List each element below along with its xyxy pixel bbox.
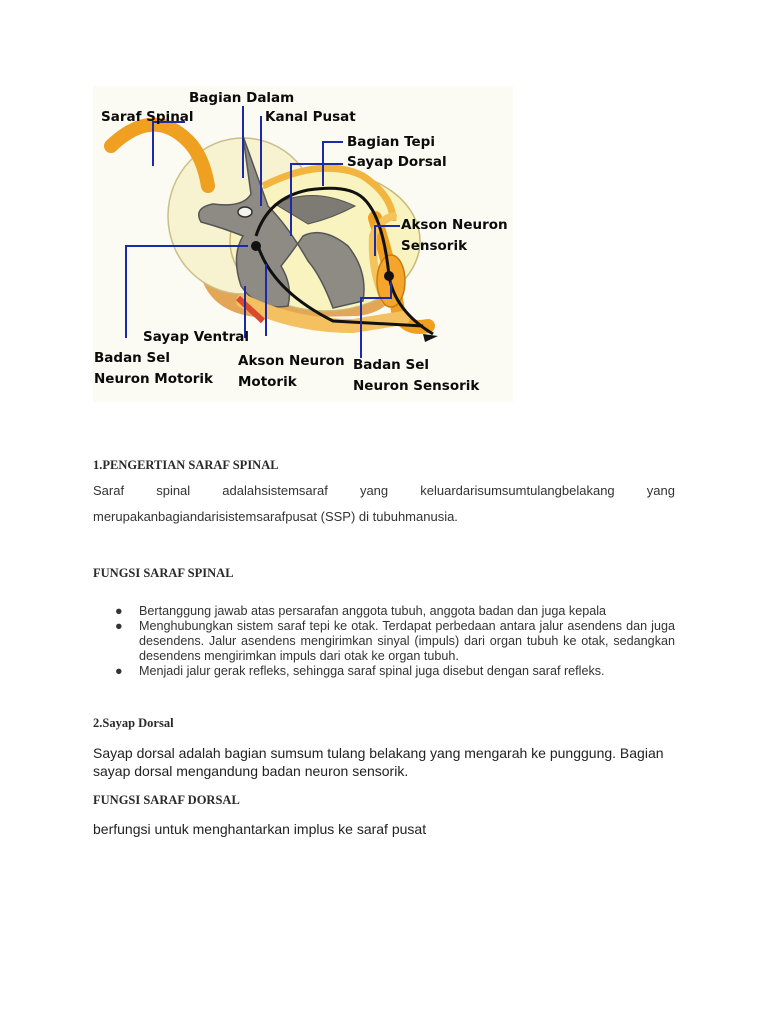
pengertian-paragraph bbox=[93, 478, 675, 530]
svg-text:Sensorik bbox=[401, 238, 468, 254]
bullet-icon: ● bbox=[115, 664, 123, 678]
svg-text:Badan Sel bbox=[353, 357, 429, 373]
svg-text:Bagian Dalam bbox=[189, 90, 294, 106]
svg-text:Kanal Pusat bbox=[265, 109, 356, 125]
fungsi-spinal-list bbox=[93, 604, 675, 679]
svg-text:Sayap Dorsal bbox=[347, 154, 447, 170]
label-akson-sensorik-2: Sensorik bbox=[401, 238, 468, 254]
svg-text:Akson Neuron bbox=[238, 353, 345, 369]
list-item bbox=[93, 664, 675, 679]
bullet-icon: ● bbox=[115, 604, 123, 618]
label-kanal-pusat: Kanal Pusat bbox=[265, 109, 356, 125]
label-bagian-dalam: Bagian Dalam bbox=[189, 90, 295, 106]
label-badan-motorik-1: Badan Sel bbox=[94, 350, 170, 366]
label-akson-sensorik-1: Akson Neuron bbox=[401, 217, 508, 233]
svg-text:Bagian Tepi bbox=[347, 134, 435, 150]
label-akson-motorik-2: Motorik bbox=[238, 374, 297, 390]
bullet-icon: ● bbox=[115, 619, 123, 633]
label-badan-sensorik-1: Badan Sel bbox=[353, 357, 429, 373]
list-item-text: Bertanggung jawab atas persarafan anggota tubuh, anggota badan dan juga kepala bbox=[139, 604, 607, 618]
section-heading-sayap-dorsal: 2.Sayap Dorsal bbox=[93, 716, 174, 730]
svg-text:Akson Neuron bbox=[401, 217, 508, 233]
svg-text:Neuron Sensorik bbox=[353, 378, 480, 394]
motor-cell-body bbox=[251, 241, 261, 251]
list-item-text: Menghubungkan sistem saraf tepi ke otak. Terdapat perbedaan antara jalur asendens dan juga desendens. Jalur asendens mengirimkan sinyal (impuls) dari organ tubuh ke otak, sedangkan desendens mengirimkan impuls dari otak ke organ tubuh. bbox=[139, 619, 675, 663]
pengertian-line-1: Saraf spinal adalahsistemsaraf yang keluardarisumsumtulangbelakang yang bbox=[93, 483, 675, 498]
list-item bbox=[93, 619, 675, 664]
list-item-text: Menjadi jalur gerak refleks, sehingga saraf spinal juga disebut dengan saraf refleks. bbox=[139, 664, 605, 678]
label-saraf-spinal: Saraf Spinal bbox=[101, 109, 194, 125]
label-badan-sensorik-2: Neuron Sensorik bbox=[353, 378, 480, 394]
label-badan-motorik-2: Neuron Motorik bbox=[94, 371, 214, 387]
svg-text:Neuron Motorik bbox=[94, 371, 214, 387]
fungsi-dorsal-paragraph: berfungsi untuk menghantarkan implus ke saraf pusat bbox=[93, 821, 427, 837]
central-canal bbox=[238, 207, 252, 217]
svg-text:Sayap Ventral bbox=[143, 329, 249, 345]
section-heading-fungsi-dorsal: FUNGSI SARAF DORSAL bbox=[93, 793, 240, 807]
label-bagian-tepi: Bagian Tepi bbox=[347, 134, 435, 150]
svg-text:Saraf Spinal bbox=[101, 109, 194, 125]
pengertian-line-2: merupakanbagiandarisistemsarafpusat (SSP) di tubuhmanusia. bbox=[93, 509, 458, 524]
spinal-cord-diagram bbox=[93, 86, 513, 402]
svg-text:Badan Sel bbox=[94, 350, 170, 366]
label-sayap-dorsal: Sayap Dorsal bbox=[347, 154, 447, 170]
svg-text:Motorik bbox=[238, 374, 298, 390]
label-akson-motorik-1: Akson Neuron bbox=[238, 353, 345, 369]
section-heading-pengertian: 1.PENGERTIAN SARAF SPINAL bbox=[93, 458, 279, 472]
sayap-dorsal-paragraph: Sayap dorsal adalah bagian sumsum tulang belakang yang mengarah ke punggung. Bagian sayap dorsal mengandung badan neuron sensorik. bbox=[93, 745, 664, 779]
list-item bbox=[93, 604, 675, 619]
label-sayap-ventral: Sayap Ventral bbox=[143, 329, 250, 345]
section-heading-fungsi-spinal: FUNGSI SARAF SPINAL bbox=[93, 566, 234, 580]
